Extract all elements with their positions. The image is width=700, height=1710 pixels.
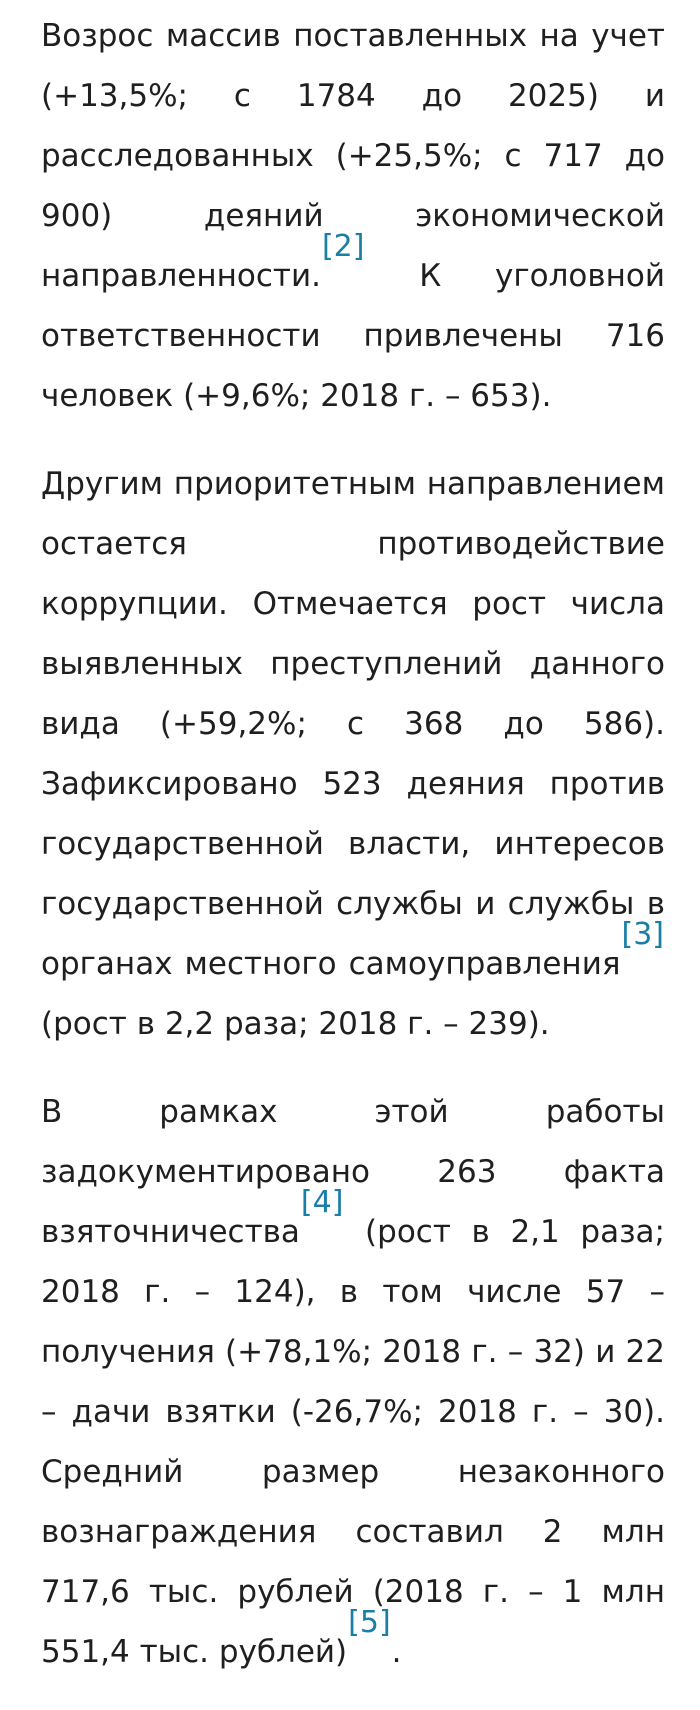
paragraph-bribery: [41, 1082, 665, 1682]
paragraph-text: .: [391, 1634, 402, 1670]
paragraph-economic-crimes: [41, 6, 665, 426]
paragraph-text: Возрос массив поставленных на учет (+13,5%; с 1784 до 2025) и расследованных (+25,5%; с 717 до 900) деяний экономической направленности.: [41, 18, 665, 294]
paragraph-text: Другим приоритетным направлением остается противодействие коррупции. Отмечается рост числа выявленных преступлений данного вида (+59,2%; с 368 до 586). Зафиксировано 523 деяния против государственной власти, интересов государственной службы и службы в органах местного самоуправления: [41, 466, 665, 982]
footnote-link-4[interactable]: [4]: [300, 1185, 344, 1220]
article-body: [41, 6, 665, 1710]
footnote-link-2[interactable]: [2]: [321, 229, 365, 264]
paragraph-text: В рамках этой работы задокументировано 263 факта взяточничества: [41, 1094, 665, 1250]
paragraph-anti-corruption: [41, 454, 665, 1054]
paragraph-text: (рост в 2,1 раза; 2018 г. – 124), в том числе 57 – получения (+78,1%; 2018 г. – 32) и 22 – дачи взятки (-26,7%; 2018 г. – 30). Средний размер незаконного вознаграждения составил 2 млн 717,6 тыс. рублей (2018 г. – 1 млн 551,4 тыс. рублей): [41, 1214, 665, 1670]
paragraph-text: К уголовной ответственности привлечены 716 человек (+9,6%; 2018 г. – 653).: [41, 258, 665, 414]
footnote-link-5[interactable]: [5]: [348, 1605, 391, 1640]
paragraph-text: (рост в 2,2 раза; 2018 г. – 239).: [41, 1006, 550, 1042]
footnote-link-3[interactable]: [3]: [621, 917, 664, 952]
